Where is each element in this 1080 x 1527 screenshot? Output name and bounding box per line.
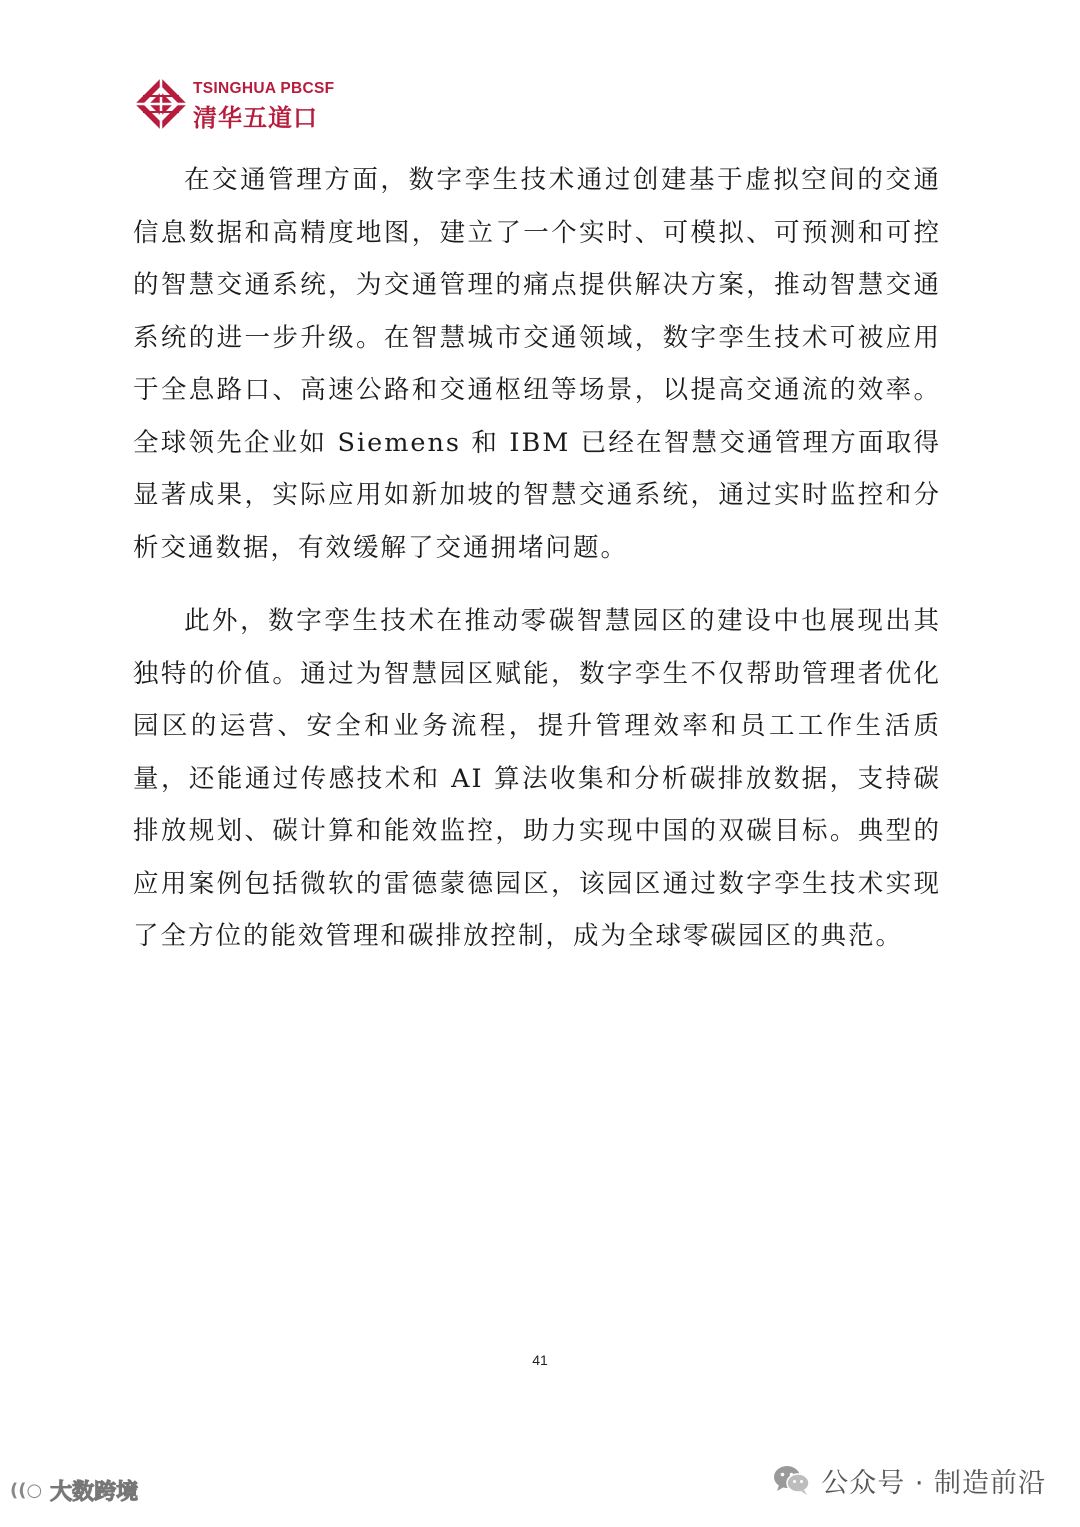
source-watermark-left [10, 1475, 138, 1505]
watermark-source-text: 公众号 · 制造前沿 [821, 1467, 1046, 1499]
watermark-logo-icon: ((○ [10, 1479, 43, 1501]
source-watermark-right [773, 1458, 1046, 1502]
paragraph-traffic-management: 在交通管理方面，数字孪生技术通过创建基于虚拟空间的交通信息数据和高精度地图，建立了一个实时、可模拟、可预测和可控的智慧交通系统，为交通管理的痛点提供解决方案，推动智慧交通系统的进一步升级。在智慧城市交通领域，数字孪生技术可被应用于全息路口、高速公路和交通枢纽等场景，以提高交通流的效率。全球领先企业如 Siemens 和 IBM 已经在智慧交通管理方面取得显著成果，实际应用如新加坡的智慧交通系统，通过实时监控和分析交通数据，有效缓解了交通拥堵问题。 [133, 165, 941, 563]
watermark-left-text: 大数跨境 [50, 1479, 139, 1505]
logo-english-text: TSINGHUA PBCSF [193, 80, 335, 97]
paragraph-zero-carbon-park: 此外，数字孪生技术在推动零碳智慧园区的建设中也展现出其独特的价值。通过为智慧园区赋能，数字孪生不仅帮助管理者优化园区的运营、安全和业务流程，提升管理效率和员工工作生活质量，还能通过传感技术和 AI 算法收集和分析碳排放数据，支持碳排放规划、碳计算和能效监控，助力实现中国的双碳目标。典型的应用案例包括微软的雷德蒙德园区，该园区通过数字孪生技术实现了全方位的能效管理和碳排放控制，成为全球零碳园区的典范。 [133, 606, 941, 951]
wechat-icon [773, 1464, 811, 1496]
page-number: 41 [532, 1352, 548, 1368]
document-body [133, 154, 941, 984]
header-logo [133, 76, 353, 134]
logo-chinese-text: 清华五道口 [193, 104, 318, 132]
tsinghua-emblem-icon [133, 76, 189, 132]
